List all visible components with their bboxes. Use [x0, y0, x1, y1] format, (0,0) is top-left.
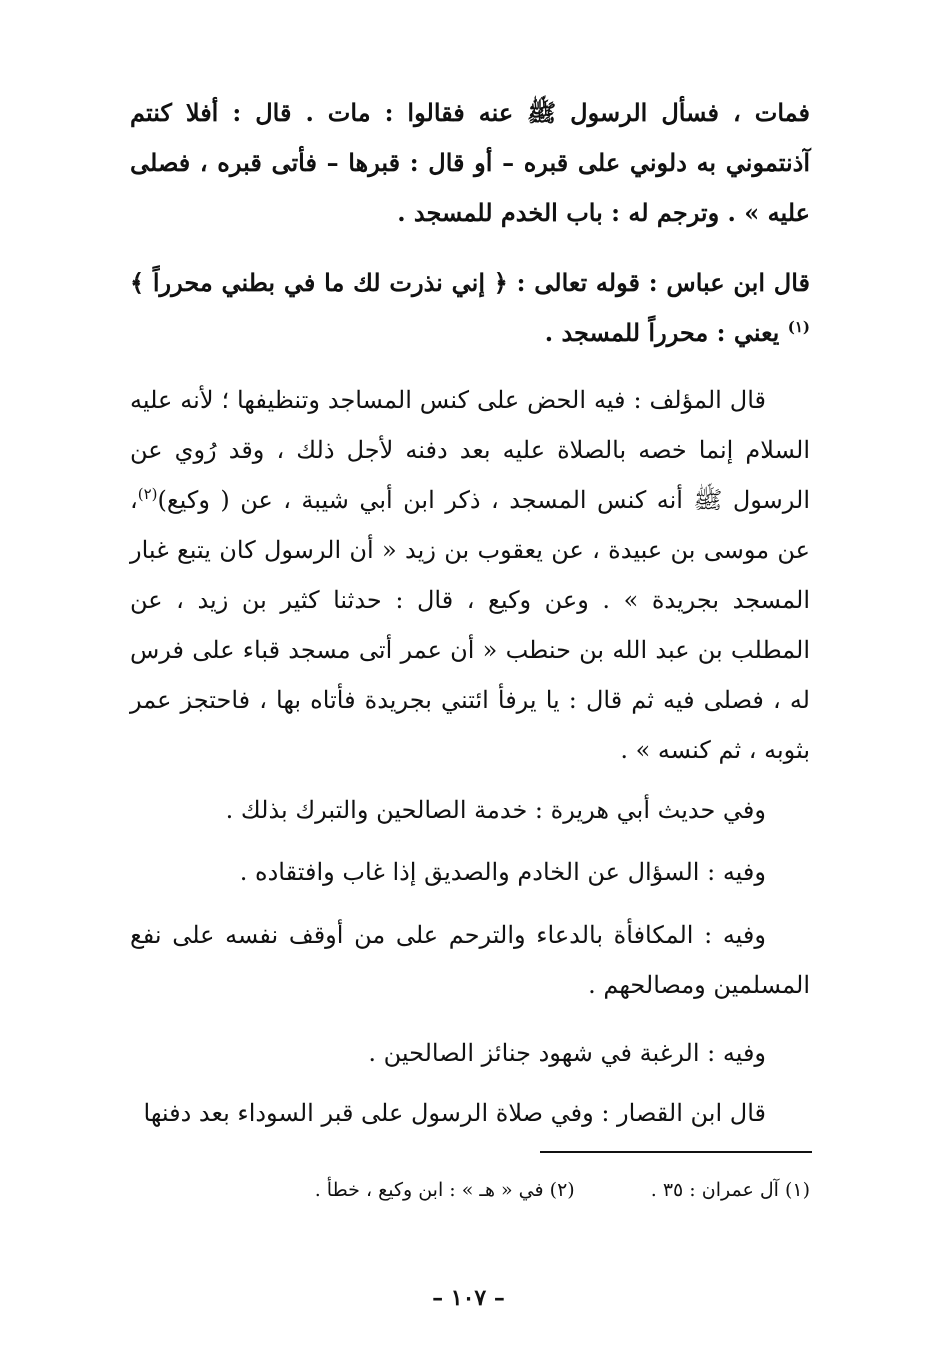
paragraph-ibn-abbas-quote — [130, 258, 810, 358]
quote-explanation: يعني : محرراً للمسجد . — [544, 318, 780, 347]
quran-quote-text: قال ابن عباس : قوله تعالى : ﴿ إني نذرت لك ما في بطني محرراً ﴾ — [130, 268, 810, 297]
commentary-text-start: قال المؤلف : فيه الحض على كنس المساجد وتنظيفها ؛ لأنه عليه السلام إنما خصه بالصلاة عليه بعد دفنه لأجل ذلك ، وقد رُوي عن الرسول ﷺ أنه كنس المسجد ، ذكر ابن أبي شيبة ، عن ( وكيع) — [130, 386, 811, 514]
footnote-marker-2: (٢) — [137, 485, 158, 503]
paragraph-attending-funerals: وفيه : الرغبة في شهود جنائز الصالحين . — [368, 1039, 766, 1067]
commentary-text-end: ، عن موسى بن عبيدة ، عن يعقوب بن زيد « أن الرسول كان يتبع غبار المسجد بجريدة » . وعن وكيع ، قال : حدثنا كثير بن زيد ، عن المطلب بن عبد الله بن حنطب « أن عمر أتى مسجد قباء على فرس له ، فصلى فيه ثم قال : يا يرفأ ائتني بجريدة فأتاه بها ، فاحتجز عمر بثوبه ، ثم كنسه » . — [130, 486, 810, 764]
paragraph-author-commentary — [130, 375, 810, 775]
paragraph-hadith-ending: فمات ، فسأل الرسول ﷺ عنه فقالوا : مات . قال : أفلا كنتم آذنتموني به دلوني على قبره – أو قال : قبرها – فأتى قبره ، فصلى عليه » . وترجم له : باب الخدم للمسجد . — [130, 98, 810, 227]
paragraph-reward-with-prayer: وفيه : المكافأة بالدعاء والترحم على من أوقف نفسه على نفع المسلمين ومصالحهم . — [130, 921, 810, 999]
page-number: – ١٠٧ – — [432, 1285, 505, 1311]
footnote-marker-1: (١) — [787, 318, 810, 336]
paragraph-asking-about-absent: وفيه : السؤال عن الخادم والصديق إذا غاب وافتقاده . — [239, 858, 766, 886]
footnote-separator — [540, 1151, 812, 1153]
paragraph-ibn-al-qassar: قال ابن القصار : وفي صلاة الرسول على قبر السوداء بعد دفنها — [143, 1099, 766, 1127]
footnotes — [130, 1170, 810, 1210]
footnote-2: (٢) في « هـ » : ابن وكيع ، خطأ . — [314, 1179, 575, 1201]
paragraph-abu-hurayra-benefit: وفي حديث أبي هريرة : خدمة الصالحين والتبرك بذلك . — [225, 796, 766, 824]
footnote-1: (١) آل عمران : ٣٥ . — [650, 1179, 810, 1201]
